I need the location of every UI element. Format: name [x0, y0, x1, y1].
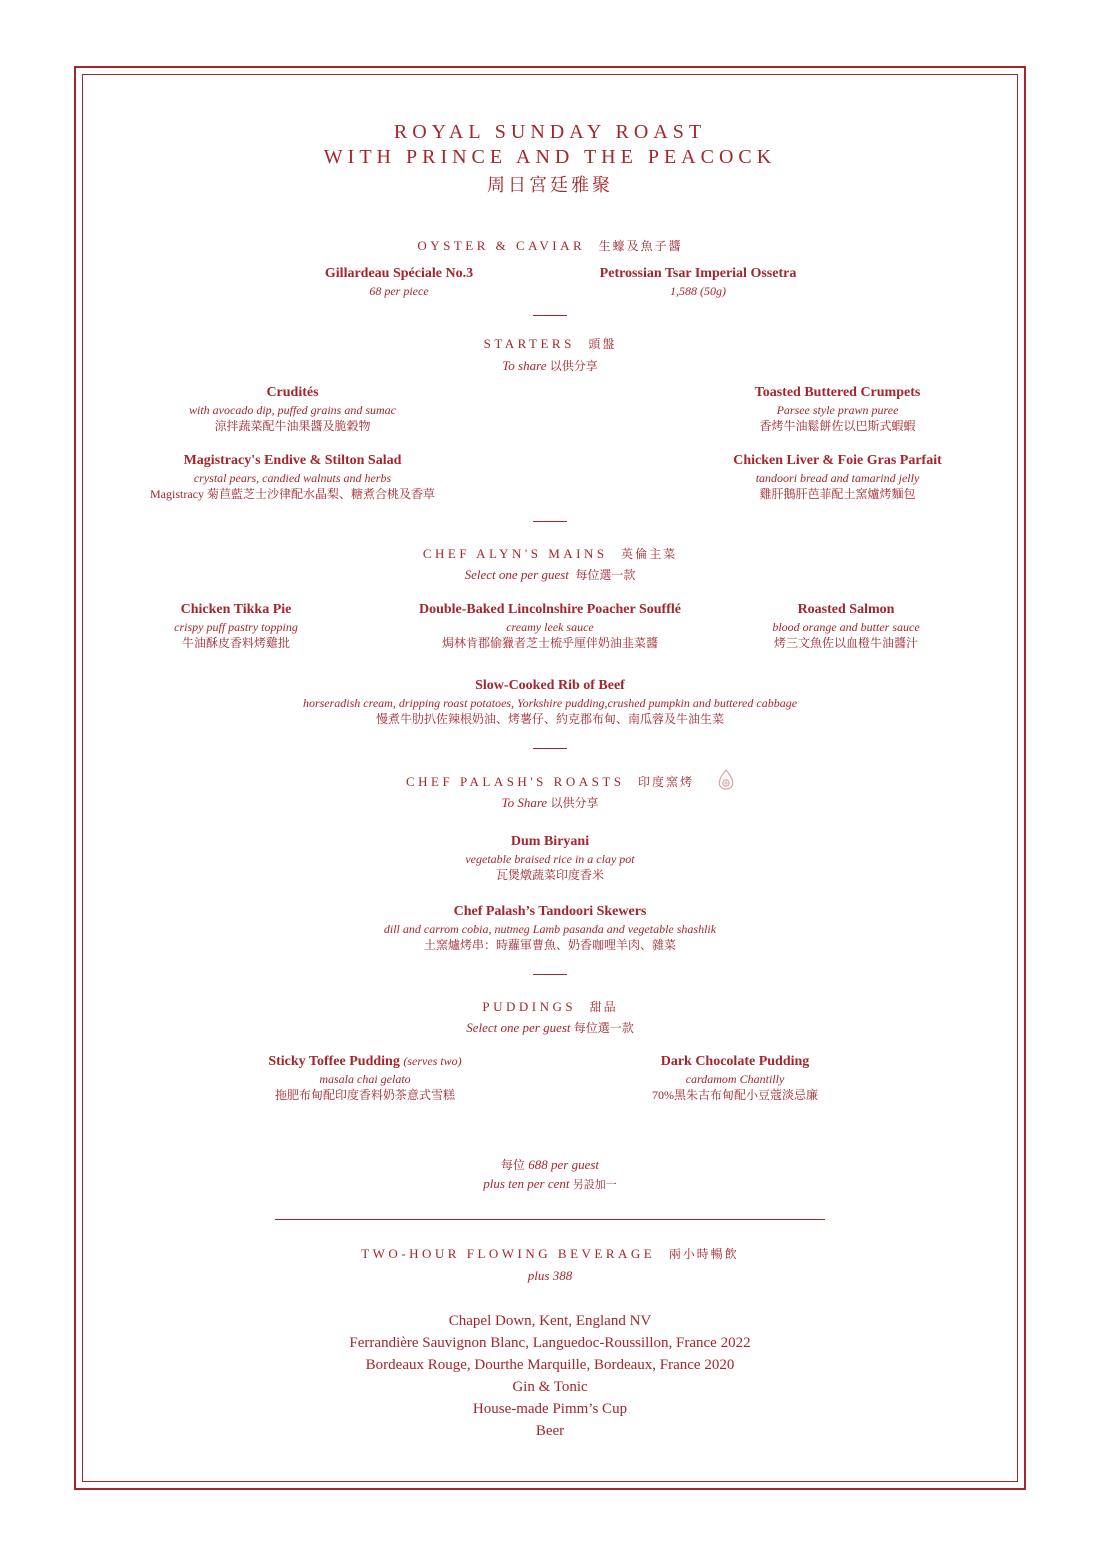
divider [533, 315, 567, 316]
section-heading-text: CHEF ALYN'S MAINS [422, 546, 608, 561]
item-description: creamy leek sauce [506, 620, 594, 634]
item-name: Chicken Tikka Pie [180, 602, 292, 617]
section-heading-beverage [0, 1245, 1100, 1262]
section-heading-text: CHEF PALASH'S ROASTS [405, 774, 625, 789]
section-heading-zh: 兩小時暢飲 [668, 1247, 739, 1261]
section-heading-zh: 印度窯烤 [638, 775, 695, 789]
beverage-price: plus 388 [527, 1268, 573, 1283]
menu-item-biryani [250, 833, 850, 883]
service-charge-text: plus ten per cent [483, 1176, 570, 1191]
section-heading-text: STARTERS [483, 336, 575, 351]
item-description: vegetable braised rice in a clay pot [465, 852, 635, 866]
item-description: crispy puff pastry topping [174, 620, 298, 634]
item-description-zh: 70%黑朱古布甸配小豆蔻淡忌廉 [652, 1088, 818, 1102]
item-description-zh: 雞肝鵝肝芭菲配土窯爐烤麵包 [759, 487, 916, 501]
item-description: with avocado dip, puffed grains and sumac [189, 403, 396, 417]
service-charge-zh: 另設加一 [572, 1179, 617, 1191]
item-description-zh: 香烤牛油鬆餅佐以巴斯式蝦蝦 [759, 419, 916, 433]
item-description-zh: 慢煮牛肋扒佐辣根奶油、烤薯仔、約克郡布甸、南瓜蓉及牛油生菜 [375, 712, 724, 726]
menu-item-skewers [250, 903, 850, 953]
item-name: Dark Chocolate Pudding [660, 1054, 810, 1069]
item-name-row [225, 1053, 505, 1071]
section-heading-mains [0, 545, 1100, 562]
beverage-list [0, 1310, 1100, 1442]
item-description: Parsee style prawn puree [776, 403, 899, 417]
item-description-zh: 烤三文魚佐以血橙牛油醬汁 [773, 636, 918, 650]
section-note-zh: 以供分享 [549, 359, 598, 373]
menu-title-line1: ROYAL SUNDAY ROAST [393, 121, 707, 143]
divider [533, 974, 567, 975]
section-note-zh: 每位選一款 [575, 568, 636, 582]
menu-item-salmon [740, 601, 952, 651]
section-heading-oyster [0, 237, 1100, 254]
menu-item-tikka-pie [130, 601, 342, 651]
item-name-note: (serves two) [403, 1054, 462, 1068]
menu-item-souffle [370, 601, 730, 651]
item-name: Magistracy's Endive & Stilton Salad [183, 453, 402, 468]
section-heading-zh: 生蠔及魚子醬 [598, 239, 683, 253]
item-name: Crudités [266, 385, 319, 400]
price-value: 688 per guest [528, 1157, 600, 1172]
item-description-zh: 土窯爐烤串：時蘿軍曹魚、奶香咖哩羊肉、雜菜 [423, 938, 676, 952]
divider [533, 748, 567, 749]
section-note-zh: 每位選一款 [573, 1021, 634, 1035]
item-description-zh: 焗林肯郡偷獵者芝士梳乎厘伴奶油韭菜醬 [441, 636, 658, 650]
item-description: cardamom Chantilly [685, 1072, 785, 1086]
section-heading-text: OYSTER & CAVIAR [417, 238, 586, 253]
item-name: Chicken Liver & Foie Gras Parfait [733, 453, 942, 468]
section-note-mains [0, 566, 1100, 583]
beverage-item: Bordeaux Rouge, Dourthe Marquille, Bordeaux, France 2020 [365, 1357, 735, 1373]
item-description-zh: 牛油酥皮香料烤雞批 [181, 636, 290, 650]
service-charge [0, 1176, 1100, 1192]
section-heading-roasts [0, 773, 1100, 790]
section-heading-starters [0, 335, 1100, 352]
section-heading-zh: 甜品 [589, 1000, 618, 1014]
beverage-item: Ferrandière Sauvignon Blanc, Languedoc-Roussillon, France 2022 [349, 1335, 751, 1351]
item-name: Chef Palash’s Tandoori Skewers [453, 904, 647, 919]
item-description-zh: 瓦煲燉蔬菜印度香米 [495, 868, 604, 882]
section-note: To Share [501, 795, 548, 810]
menu-item-oyster [260, 265, 538, 299]
section-note: Select one per guest [464, 567, 569, 582]
item-name: Slow-Cooked Rib of Beef [475, 678, 625, 693]
section-note: Select one per guest [466, 1020, 571, 1035]
beverage-item: House-made Pimm’s Cup [472, 1401, 628, 1417]
item-description-zh: 涼拌蔬菜配牛油果醬及脆穀物 [214, 419, 371, 433]
menu-item-crudites [110, 384, 475, 434]
item-description-zh: Magistracy 菊苣藍芝士沙律配水晶梨、糖煮合桃及香草 [150, 487, 435, 501]
item-description: crystal pears, candied walnuts and herbs [193, 471, 392, 485]
item-name: Sticky Toffee Pudding [268, 1054, 400, 1069]
item-name: Double-Baked Lincolnshire Poacher Soufflé [418, 602, 681, 617]
item-name: Roasted Salmon [797, 602, 895, 617]
section-note-zh: 以供分享 [550, 796, 599, 810]
menu-item-endive-salad [110, 452, 475, 502]
item-description: tandoori bread and tamarind jelly [755, 471, 920, 485]
item-price: 68 per piece [369, 284, 429, 298]
section-note: To share [502, 358, 547, 373]
section-note-starters [0, 357, 1100, 374]
item-name: Petrossian Tsar Imperial Ossetra [599, 266, 797, 281]
item-description-zh: 拖肥布甸配印度香料奶茶意式雪糕 [274, 1088, 455, 1102]
chili-leaf-icon [716, 769, 736, 791]
item-name: Gillardeau Spéciale No.3 [324, 266, 474, 281]
item-description: horseradish cream, dripping roast potatoes, Yorkshire pudding,crushed pumpkin and buttered cabbage [302, 696, 798, 710]
menu-item-parfait [660, 452, 1015, 502]
item-description: blood orange and butter sauce [772, 620, 920, 634]
item-name: Dum Biryani [510, 834, 590, 849]
section-note-puddings [0, 1019, 1100, 1036]
section-heading-text: TWO-HOUR FLOWING BEVERAGE [361, 1246, 656, 1261]
section-heading-puddings [0, 998, 1100, 1015]
item-price: 1,588 (50g) [670, 284, 726, 298]
price-per-guest [0, 1156, 1100, 1173]
section-note-roasts [0, 794, 1100, 811]
section-heading-zh: 頭盤 [588, 337, 617, 351]
divider [533, 521, 567, 522]
menu-item-crumpets [660, 384, 1015, 434]
beverage-item: Gin & Tonic [512, 1379, 588, 1395]
section-heading-text: PUDDINGS [482, 999, 577, 1014]
price-label-zh: 每位 [500, 1158, 525, 1172]
menu-item-rib-of-beef [150, 677, 950, 727]
menu-item-dark-chocolate [595, 1053, 875, 1103]
menu-title-zh: 周日宮廷雅聚 [487, 175, 613, 195]
beverage-item: Chapel Down, Kent, England NV [448, 1313, 652, 1329]
long-divider [275, 1219, 825, 1220]
beverage-item: Beer [535, 1423, 565, 1439]
menu-title-line2: WITH PRINCE AND THE PEACOCK [323, 146, 777, 168]
item-description: dill and carrom cobia, nutmeg Lamb pasanda and vegetable shashlik [383, 922, 717, 936]
menu-item-sticky-toffee [225, 1053, 505, 1103]
section-heading-zh: 英倫主菜 [621, 547, 678, 561]
item-description: masala chai gelato [319, 1072, 411, 1086]
menu-item-caviar [548, 265, 848, 299]
item-name: Toasted Buttered Crumpets [754, 385, 921, 400]
